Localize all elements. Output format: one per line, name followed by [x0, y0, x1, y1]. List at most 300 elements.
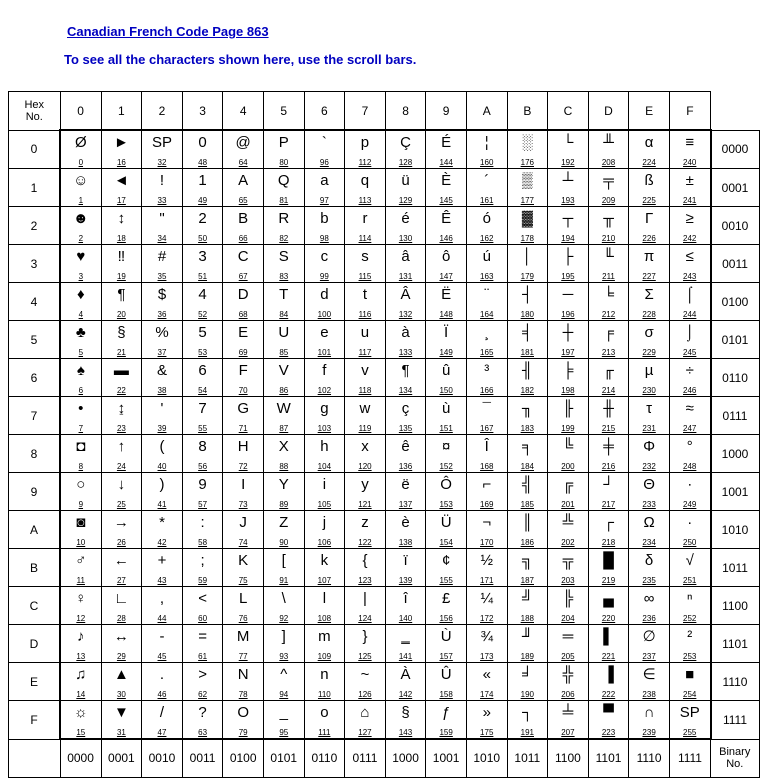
- decimal-code: 101: [317, 348, 332, 357]
- decimal-code: 1: [78, 196, 84, 205]
- character-cell: [426, 397, 467, 435]
- decimal-code: 64: [238, 158, 248, 167]
- character-glyph: ♣: [75, 324, 86, 341]
- decimal-code: 52: [198, 310, 208, 319]
- decimal-code: 247: [683, 424, 697, 433]
- character-cell: [588, 701, 629, 740]
- decimal-code: 184: [520, 462, 534, 471]
- decimal-code: 241: [683, 196, 697, 205]
- character-cell: [669, 359, 710, 397]
- character-cell: [629, 435, 670, 473]
- decimal-code: 122: [358, 538, 372, 547]
- decimal-code: 188: [520, 614, 534, 623]
- character-cell: [60, 207, 101, 245]
- decimal-code: 222: [601, 690, 616, 699]
- decimal-code: 20: [116, 310, 126, 319]
- character-cell: [101, 245, 142, 283]
- decimal-code: 201: [561, 500, 575, 509]
- decimal-code: 5: [78, 348, 84, 357]
- decimal-code: 141: [398, 652, 413, 661]
- character-glyph: ÷: [685, 362, 694, 379]
- character-glyph: g: [320, 400, 329, 417]
- character-cell: [345, 245, 386, 283]
- character-cell: [142, 207, 183, 245]
- character-cell: [223, 321, 264, 359]
- decimal-code: 189: [520, 652, 534, 661]
- character-glyph: z: [361, 514, 369, 531]
- decimal-code: 154: [439, 538, 453, 547]
- character-cell: [60, 397, 101, 435]
- decimal-code: 235: [642, 576, 656, 585]
- character-glyph: h: [320, 438, 329, 455]
- column-hex-header: 5: [263, 92, 304, 131]
- character-cell: [142, 130, 183, 169]
- character-cell: [101, 701, 142, 740]
- character-glyph: m: [318, 628, 331, 645]
- character-glyph: C: [237, 248, 249, 265]
- character-cell: [426, 359, 467, 397]
- hex-no-header: [9, 92, 61, 131]
- decimal-code: 62: [198, 690, 208, 699]
- character-cell: [548, 663, 589, 701]
- character-glyph: è: [401, 514, 410, 531]
- character-glyph: 5: [198, 324, 207, 341]
- decimal-code: 55: [198, 424, 208, 433]
- row-hex-header: 0: [9, 130, 61, 169]
- character-cell: [426, 207, 467, 245]
- character-cell: [629, 511, 670, 549]
- decimal-code: 100: [317, 310, 332, 319]
- character-glyph: ║: [522, 514, 533, 531]
- character-cell: [223, 397, 264, 435]
- decimal-code: 236: [642, 614, 656, 623]
- table-row: [9, 245, 760, 283]
- decimal-code: 211: [602, 272, 615, 281]
- character-cell: [345, 511, 386, 549]
- character-cell: [385, 245, 426, 283]
- character-glyph: ◘: [76, 438, 86, 455]
- character-glyph: ╩: [562, 514, 574, 531]
- character-cell: [629, 625, 670, 663]
- character-cell: [629, 397, 670, 435]
- decimal-code: 204: [561, 614, 575, 623]
- character-cell: [548, 245, 589, 283]
- character-cell: [466, 701, 507, 740]
- decimal-code: 26: [116, 538, 126, 547]
- page-title-link[interactable]: Canadian French Code Page 863: [67, 24, 269, 39]
- row-hex-header: B: [9, 549, 61, 587]
- character-cell: [507, 663, 548, 701]
- table-row: [9, 359, 760, 397]
- decimal-code: 246: [683, 386, 697, 395]
- decimal-code: 73: [238, 500, 248, 509]
- column-hex-header: A: [466, 92, 507, 131]
- character-glyph: ┌: [603, 514, 614, 531]
- table-row: [9, 511, 760, 549]
- column-binary-label: 1000: [385, 739, 426, 777]
- character-cell: [263, 207, 304, 245]
- decimal-code: 105: [317, 500, 332, 509]
- character-glyph: 4: [198, 286, 207, 303]
- decimal-code: 186: [520, 538, 534, 547]
- character-glyph: •: [78, 400, 84, 417]
- character-cell: [223, 169, 264, 207]
- character-cell: [304, 169, 345, 207]
- character-cell: [426, 130, 467, 169]
- character-glyph: ♥: [76, 248, 86, 265]
- character-glyph: I: [241, 476, 246, 493]
- character-cell: [669, 587, 710, 625]
- character-glyph: 0: [198, 134, 207, 151]
- decimal-code: 183: [520, 424, 534, 433]
- decimal-code: 190: [520, 690, 534, 699]
- character-glyph: ♪: [77, 628, 85, 645]
- row-binary-label: 1110: [711, 663, 760, 701]
- character-glyph: µ: [644, 362, 654, 379]
- character-cell: [263, 359, 304, 397]
- character-glyph: ┘: [603, 476, 614, 493]
- character-glyph: ó: [482, 210, 491, 227]
- character-glyph: s: [361, 248, 369, 265]
- character-cell: [142, 359, 183, 397]
- decimal-code: 217: [601, 500, 616, 509]
- character-cell: [142, 245, 183, 283]
- decimal-code: 158: [439, 690, 453, 699]
- decimal-code: 99: [319, 272, 329, 281]
- character-cell: [182, 130, 223, 169]
- row-hex-header: A: [9, 511, 61, 549]
- character-cell: [426, 435, 467, 473]
- character-cell: [548, 473, 589, 511]
- character-glyph: §: [401, 704, 410, 721]
- character-cell: [345, 321, 386, 359]
- decimal-code: 180: [520, 310, 534, 319]
- character-glyph: b: [320, 210, 329, 227]
- character-glyph: ♦: [76, 286, 85, 303]
- row-hex-header: D: [9, 625, 61, 663]
- decimal-code: 212: [601, 310, 616, 319]
- character-cell: [263, 130, 304, 169]
- character-glyph: À: [400, 666, 411, 683]
- character-cell: [426, 169, 467, 207]
- character-glyph: Ç: [400, 134, 411, 151]
- row-binary-label: 0011: [711, 245, 760, 283]
- decimal-code: 10: [76, 538, 86, 547]
- character-glyph: ▼: [113, 704, 129, 721]
- character-glyph: (: [159, 438, 165, 455]
- column-hex-header: 1: [101, 92, 142, 131]
- column-hex-header: 3: [182, 92, 223, 131]
- hex-no-header-line: No.: [25, 110, 43, 123]
- decimal-code: 28: [116, 614, 126, 623]
- row-hex-header: C: [9, 587, 61, 625]
- character-cell: [466, 473, 507, 511]
- decimal-code: 44: [157, 614, 167, 623]
- row-hex-header: 2: [9, 207, 61, 245]
- decimal-code: 125: [358, 652, 372, 661]
- character-glyph: Ï: [444, 324, 449, 341]
- character-cell: [426, 321, 467, 359]
- column-binary-label: 1110: [629, 739, 670, 777]
- decimal-code: 128: [398, 158, 413, 167]
- decimal-code: 88: [279, 462, 289, 471]
- character-cell: [669, 435, 710, 473]
- character-glyph: ô: [441, 248, 451, 265]
- decimal-code: 86: [279, 386, 289, 395]
- character-cell: [263, 169, 304, 207]
- character-glyph: ♠: [76, 362, 85, 379]
- character-cell: [101, 549, 142, 587]
- character-cell: [304, 130, 345, 169]
- character-glyph: #: [157, 248, 167, 265]
- character-cell: [507, 701, 548, 740]
- decimal-code: 110: [317, 690, 331, 699]
- character-glyph: π: [643, 248, 655, 265]
- decimal-code: 9: [78, 500, 84, 509]
- character-cell: [507, 397, 548, 435]
- character-cell: [588, 359, 629, 397]
- character-glyph: ╫: [603, 400, 614, 417]
- decimal-code: 221: [601, 652, 616, 661]
- row-binary-label: 1101: [711, 625, 760, 663]
- character-cell: [426, 549, 467, 587]
- decimal-code: 29: [116, 652, 126, 661]
- character-glyph: ¸: [484, 324, 490, 341]
- decimal-code: 113: [358, 196, 372, 205]
- character-glyph: J: [239, 514, 247, 531]
- character-glyph: ]: [281, 628, 286, 645]
- decimal-code: 16: [116, 158, 126, 167]
- decimal-code: 179: [520, 272, 534, 281]
- character-glyph: ■: [685, 666, 695, 683]
- character-glyph: ⌠: [685, 286, 695, 303]
- character-glyph: ↑: [117, 438, 126, 455]
- decimal-code: 213: [601, 348, 616, 357]
- character-glyph: *: [159, 514, 165, 531]
- decimal-code: 7: [78, 424, 84, 433]
- character-glyph: :: [200, 514, 205, 531]
- character-cell: [142, 473, 183, 511]
- character-glyph: Ù: [440, 628, 452, 645]
- character-glyph: SP: [151, 134, 172, 151]
- row-hex-header: E: [9, 663, 61, 701]
- row-binary-label: 0010: [711, 207, 760, 245]
- character-glyph: ƒ: [441, 704, 451, 721]
- character-cell: [263, 283, 304, 321]
- decimal-code: 255: [683, 728, 697, 737]
- character-glyph: │: [522, 248, 533, 265]
- character-cell: [60, 663, 101, 701]
- decimal-code: 140: [398, 614, 413, 623]
- character-glyph: Ê: [441, 210, 452, 227]
- decimal-code: 38: [157, 386, 167, 395]
- decimal-code: 145: [439, 196, 453, 205]
- decimal-code: 203: [561, 576, 575, 585]
- table-row: [9, 130, 760, 169]
- character-glyph: ¶: [117, 286, 126, 303]
- character-glyph: τ: [646, 400, 653, 417]
- character-glyph: ¯: [482, 400, 491, 417]
- row-binary-label: 0101: [711, 321, 760, 359]
- character-glyph: °: [686, 438, 693, 455]
- character-glyph: x: [361, 438, 369, 455]
- character-glyph: A: [238, 172, 249, 189]
- character-cell: [101, 511, 142, 549]
- decimal-code: 208: [601, 158, 616, 167]
- character-glyph: «: [482, 666, 491, 683]
- character-glyph: Ω: [643, 514, 655, 531]
- character-glyph: ↕: [117, 210, 126, 227]
- decimal-code: 102: [317, 386, 332, 395]
- character-cell: [345, 701, 386, 740]
- character-glyph: ╒: [603, 324, 614, 341]
- character-cell: [507, 473, 548, 511]
- decimal-code: 206: [561, 690, 575, 699]
- character-glyph: /: [159, 704, 165, 721]
- decimal-code: 109: [317, 652, 332, 661]
- character-glyph: ╥: [603, 210, 614, 227]
- decimal-code: 218: [601, 538, 616, 547]
- character-cell: [60, 473, 101, 511]
- character-cell: [304, 435, 345, 473]
- decimal-code: 31: [116, 728, 126, 737]
- character-glyph: ': [160, 400, 164, 417]
- decimal-code: 215: [601, 424, 616, 433]
- character-glyph: î: [403, 590, 408, 607]
- decimal-code: 198: [561, 386, 575, 395]
- decimal-code: 169: [480, 500, 494, 509]
- decimal-code: 143: [398, 728, 413, 737]
- decimal-code: 230: [642, 386, 656, 395]
- character-glyph: █: [603, 552, 614, 569]
- character-cell: [345, 473, 386, 511]
- character-cell: [101, 397, 142, 435]
- character-cell: [466, 207, 507, 245]
- character-glyph: ☺: [73, 172, 89, 189]
- decimal-code: 162: [480, 234, 494, 243]
- decimal-code: 197: [561, 348, 575, 357]
- row-hex-header: 9: [9, 473, 61, 511]
- decimal-code: 112: [358, 158, 372, 167]
- decimal-code: 118: [358, 386, 372, 395]
- column-binary-label: 0010: [142, 739, 183, 777]
- character-glyph: δ: [644, 552, 654, 569]
- decimal-code: 3: [78, 272, 84, 281]
- character-cell: [263, 663, 304, 701]
- character-glyph: ╡: [522, 324, 533, 341]
- character-cell: [588, 321, 629, 359]
- character-glyph: ►: [113, 134, 129, 151]
- row-binary-label: 1011: [711, 549, 760, 587]
- character-glyph: ╕: [522, 438, 533, 455]
- column-hex-header: B: [507, 92, 548, 131]
- row-binary-label: 1010: [711, 511, 760, 549]
- character-cell: [345, 359, 386, 397]
- character-glyph: ╓: [603, 362, 614, 379]
- decimal-code: 123: [358, 576, 372, 585]
- character-cell: [345, 283, 386, 321]
- character-cell: [263, 245, 304, 283]
- character-glyph: $: [157, 286, 167, 303]
- decimal-code: 176: [520, 158, 534, 167]
- row-binary-label: 1100: [711, 587, 760, 625]
- decimal-code: 49: [198, 196, 208, 205]
- character-glyph: ←: [113, 552, 129, 569]
- character-cell: [385, 359, 426, 397]
- character-cell: [223, 207, 264, 245]
- character-glyph: Ô: [440, 476, 452, 493]
- character-glyph: ⌡: [685, 324, 695, 341]
- table-row: [9, 435, 760, 473]
- character-cell: [507, 169, 548, 207]
- decimal-code: 233: [642, 500, 656, 509]
- character-glyph: ¶: [401, 362, 410, 379]
- character-cell: [101, 130, 142, 169]
- character-cell: [60, 587, 101, 625]
- character-glyph: Γ: [644, 210, 654, 227]
- character-cell: [182, 587, 223, 625]
- character-cell: [629, 169, 670, 207]
- character-glyph: ╣: [522, 476, 533, 493]
- character-cell: [142, 625, 183, 663]
- character-glyph: ▀: [603, 704, 614, 721]
- character-cell: [60, 511, 101, 549]
- decimal-code: 90: [279, 538, 289, 547]
- character-glyph: ╘: [603, 286, 614, 303]
- character-glyph: Z: [279, 514, 289, 531]
- character-cell: [466, 283, 507, 321]
- character-cell: [182, 625, 223, 663]
- character-cell: [385, 511, 426, 549]
- decimal-code: 240: [683, 158, 697, 167]
- row-hex-header: 5: [9, 321, 61, 359]
- decimal-code: 220: [601, 614, 616, 623]
- character-cell: [466, 587, 507, 625]
- decimal-code: 87: [279, 424, 289, 433]
- character-glyph: ↓: [117, 476, 126, 493]
- table-row: [9, 549, 760, 587]
- character-glyph: X: [278, 438, 289, 455]
- character-cell: [223, 130, 264, 169]
- character-glyph: ◄: [113, 172, 129, 189]
- character-glyph: .: [159, 666, 165, 683]
- decimal-code: 25: [116, 500, 126, 509]
- column-hex-header: D: [588, 92, 629, 131]
- decimal-code: 82: [279, 234, 289, 243]
- character-glyph: 3: [198, 248, 207, 265]
- character-cell: [223, 587, 264, 625]
- character-glyph: E: [238, 324, 249, 341]
- character-cell: [60, 359, 101, 397]
- character-cell: [142, 283, 183, 321]
- character-glyph: @: [235, 134, 251, 151]
- character-glyph: V: [278, 362, 289, 379]
- character-glyph: y: [361, 476, 369, 493]
- character-glyph: ≤: [685, 248, 694, 265]
- character-glyph: ▲: [113, 666, 129, 683]
- column-hex-header: E: [629, 92, 670, 131]
- character-cell: [182, 207, 223, 245]
- character-glyph: ²: [687, 628, 693, 645]
- decimal-code: 120: [358, 462, 372, 471]
- character-glyph: =: [198, 628, 207, 645]
- character-glyph: ┼: [562, 324, 574, 341]
- character-glyph: 6: [198, 362, 207, 379]
- decimal-code: 53: [198, 348, 208, 357]
- decimal-code: 172: [480, 614, 494, 623]
- decimal-code: 147: [439, 272, 453, 281]
- column-binary-label: 1001: [426, 739, 467, 777]
